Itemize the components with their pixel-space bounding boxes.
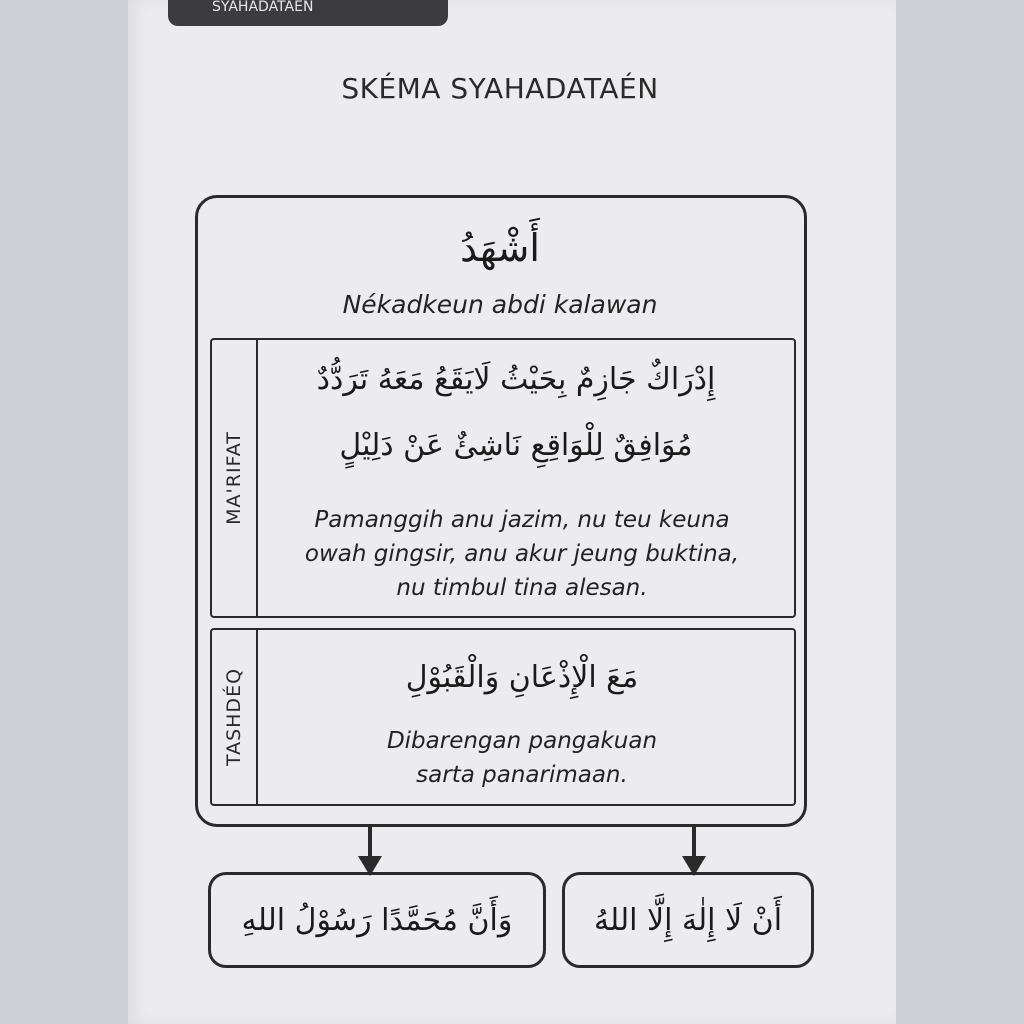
marifat-meaning-line-3: nu timbul tina alesan. [396, 575, 648, 601]
tashdeq-meaning-line-1: Dibarengan pangakuan [386, 728, 658, 754]
rasulullah-arabic: وَأَنَّ مُحَمَّدًا رَسُوْلُ اللهِ [241, 902, 513, 938]
arrow-down-right-icon [676, 826, 712, 878]
tashdeq-label-column [212, 630, 258, 804]
marifat-meaning-line-2: owah gingsir, anu akur jeung buktina, [304, 541, 740, 567]
marifat-label: MA'RIFAT [223, 431, 245, 525]
marifat-meaning [256, 503, 788, 605]
tashdeq-label: TASHDÉQ [223, 667, 245, 767]
tashdeq-arabic: مَعَ الْإِذْعَانِ وَالْقَبُوْلِ [405, 660, 639, 695]
asyhadu-arabic: أَشْهَدُ [460, 226, 540, 270]
tauhid-arabic: أَنْ لَا إِلٰهَ إِلَّا اللهُ [593, 902, 783, 938]
chapter-tab-text: SYAHADATAÉN [212, 0, 314, 15]
tashdeq-meaning [256, 724, 788, 792]
marifat-label-column [212, 340, 258, 616]
rasulullah-box [208, 872, 546, 968]
chapter-tab [168, 0, 448, 26]
diagram-title: SKÉMA SYAHADATAÉN [341, 72, 659, 105]
asyhadu-meaning: Nékadkeun abdi kalawan [342, 290, 658, 319]
arrow-down-left-icon [352, 826, 388, 878]
marifat-meaning-line-1: Pamanggih anu jazim, nu teu keuna [314, 507, 730, 533]
tashdeq-meaning-line-2: sarta panarimaan. [416, 762, 628, 788]
tauhid-box [562, 872, 814, 968]
marifat-arabic-line-2: مُوَافِقٌ لِلْوَاقِعِ نَاشِئٌ عَنْ دَلِيْلٍ [339, 428, 693, 463]
marifat-arabic-line-1: إِدْرَاكٌ جَازِمٌ بِحَيْثُ لَايَقَعُ مَعَهُ تَرَدُّدٌ [316, 362, 716, 397]
